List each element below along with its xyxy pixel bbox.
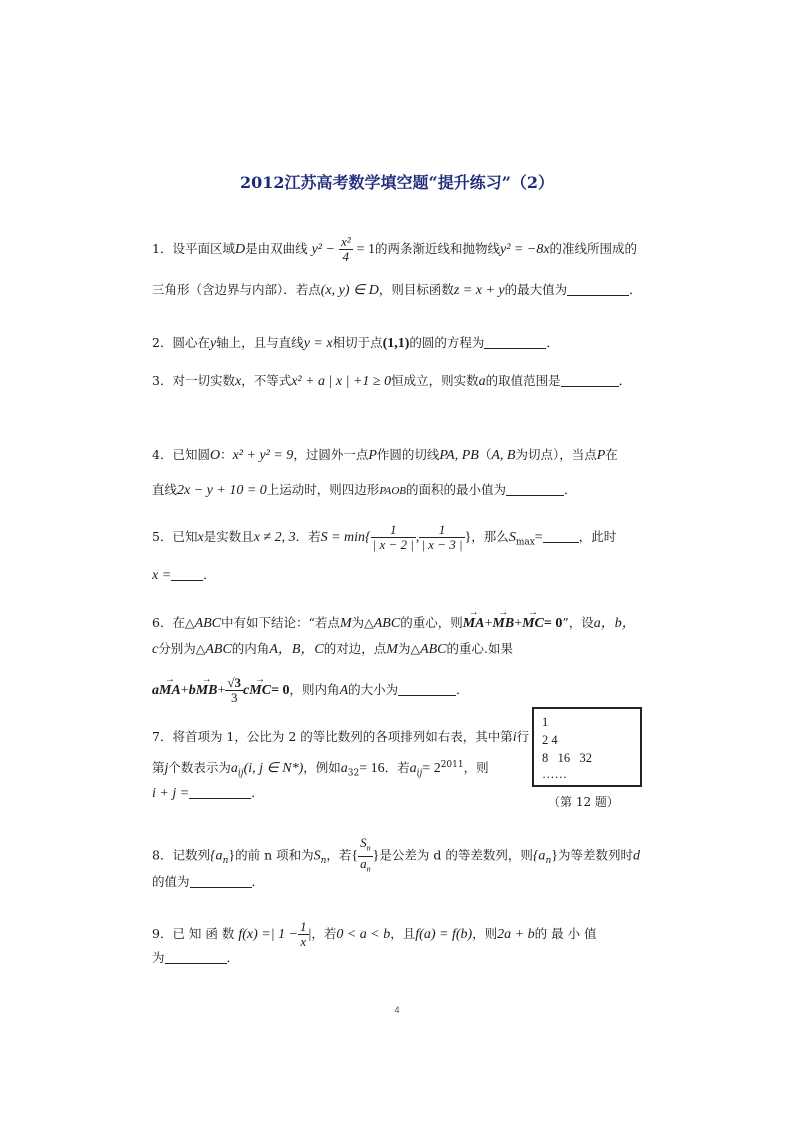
math: , — [415, 530, 420, 545]
math: P — [596, 448, 606, 463]
math: x ≠ 2, 3 — [253, 530, 296, 545]
question-6-line-2 — [152, 640, 652, 659]
math: A — [339, 683, 349, 698]
page-title: 2012江苏高考数学填空题“提升练习”（2） — [239, 173, 555, 192]
table-row: 2 4 — [542, 733, 558, 747]
text: 的面积的最小值为 — [406, 482, 507, 497]
table-row: 8 16 32 — [542, 751, 592, 765]
table-row: …… — [542, 767, 567, 781]
math: c — [152, 642, 159, 657]
math: a，b， — [593, 616, 636, 631]
text: 9．已 知 函 数 — [152, 926, 235, 941]
answer-blank[interactable] — [543, 530, 579, 543]
text: 三角形（含边界与内部）．若点 — [152, 282, 321, 297]
text: 的重心.如果 — [446, 641, 514, 656]
vector: → MC — [522, 615, 544, 633]
vector: → MA — [159, 682, 181, 700]
numerator: √3 — [227, 675, 242, 690]
fraction — [298, 920, 309, 949]
subscript: n — [320, 856, 327, 867]
math: = 1 — [356, 242, 375, 257]
math: d — [632, 848, 640, 864]
text: ，过圆外一点 — [293, 447, 369, 462]
denominator: | x − 3 | — [421, 537, 463, 552]
table-caption: （第 12 题） — [548, 795, 619, 809]
question-4-line-1 — [152, 446, 652, 465]
text: 为△ — [397, 641, 421, 656]
text: 6．在△ — [152, 615, 195, 630]
math: {a — [532, 848, 546, 864]
math: x — [234, 374, 242, 389]
math: (i, j ∈ N*) — [243, 761, 304, 777]
math: } — [551, 848, 558, 864]
math: x = — [152, 568, 172, 583]
math: y — [209, 336, 217, 351]
text: ，不等式 — [241, 373, 292, 388]
math: 2a + b — [497, 927, 535, 942]
text: 上运动时，则四边形 — [266, 482, 380, 497]
text: 的前 n 项和为 — [235, 847, 314, 863]
math: A, B — [491, 448, 516, 463]
subscript: ij — [237, 768, 244, 779]
text: ，则内角 — [289, 682, 340, 697]
text: 是实数且 — [203, 529, 254, 544]
math: x — [197, 530, 204, 545]
math: ABC — [420, 642, 447, 657]
text: 8．记数列 — [152, 847, 210, 863]
question-1-line-1 — [152, 235, 652, 264]
math: ABC — [373, 616, 401, 631]
text: ． — [564, 482, 577, 497]
subscript: n — [366, 843, 371, 853]
text: 2．圆心在 — [152, 335, 210, 350]
math: a — [478, 374, 486, 389]
numerator: 1 — [419, 523, 464, 538]
math: } — [228, 848, 236, 864]
subscript: 32 — [347, 768, 360, 779]
answer-blank[interactable] — [171, 568, 203, 581]
math: + — [180, 683, 189, 698]
question-8-line-2 — [152, 873, 652, 891]
text: 的值为 — [152, 874, 190, 889]
text: ． — [226, 950, 240, 965]
math: a — [340, 761, 348, 777]
fraction — [419, 523, 464, 552]
table-row: 1 — [542, 715, 549, 729]
text: 相切于点 — [332, 335, 383, 350]
text: 7．将首项为 1，公比为 2 的等比数列的各项排列如右表，其中第 — [152, 729, 513, 744]
superscript: 2011 — [440, 760, 464, 770]
math: i + j = — [152, 786, 190, 801]
text: 为等差数列时 — [557, 847, 633, 863]
text: 为切点），当点 — [515, 447, 597, 462]
math: M — [386, 642, 398, 657]
math: (1,1) — [382, 336, 410, 351]
text: ． — [618, 373, 632, 388]
text: ，那么 — [471, 529, 509, 544]
question-5-line-1 — [152, 523, 652, 552]
text: ，且 — [390, 926, 416, 941]
math: A，B，C — [269, 642, 324, 657]
text: 是由双曲线 — [245, 241, 308, 256]
text: ． — [456, 682, 469, 697]
question-5-line-2 — [152, 566, 652, 585]
answer-blank[interactable] — [506, 483, 564, 496]
text: 第 — [152, 760, 165, 776]
subscript: n — [366, 864, 371, 874]
math: ABC — [205, 642, 232, 657]
answer-blank[interactable] — [567, 283, 629, 296]
text: 3．对一切实数 — [152, 373, 235, 388]
subscript: n — [545, 856, 552, 867]
text: ，例如 — [303, 760, 341, 776]
numerator: x² — [340, 234, 351, 249]
text: 中有如下结论：“若点 — [221, 615, 340, 630]
vector: → MA — [463, 615, 485, 633]
vector: → MB — [196, 682, 218, 700]
numerator: 1 — [300, 919, 307, 934]
numerator — [358, 836, 373, 857]
text: （ — [478, 447, 492, 462]
math: c — [243, 683, 250, 698]
text: ，则 — [463, 760, 489, 776]
text: 分别为△ — [158, 641, 206, 656]
text: 的重心，则 — [400, 615, 463, 630]
math: = 0 — [271, 683, 290, 698]
math: (x, y) ∈ D — [320, 283, 379, 298]
text: 的对边，点 — [323, 641, 387, 656]
text: 4．已知圆 — [152, 447, 210, 462]
answer-blank[interactable] — [189, 786, 251, 799]
math: M — [339, 616, 352, 631]
text: 为 — [152, 950, 165, 965]
math: a — [230, 761, 238, 777]
text: ． — [251, 874, 265, 889]
text: 的 最 小 值 — [534, 926, 597, 941]
text: ”，设 — [562, 615, 594, 630]
math: ABC — [194, 616, 222, 631]
number-table-box — [532, 707, 642, 787]
math: + — [514, 616, 523, 631]
subscript: n — [222, 856, 229, 867]
text: ，若 — [326, 847, 352, 863]
text: ． — [546, 335, 559, 350]
math: = 16 — [359, 761, 385, 777]
text: 直线 — [152, 482, 178, 497]
math: = 0 — [543, 616, 563, 631]
question-7-line-2 — [152, 756, 522, 783]
math: S = min{ — [320, 530, 371, 545]
text: ．若 — [384, 760, 410, 776]
math: y = x — [303, 336, 333, 351]
math: = 2 — [422, 761, 441, 777]
text: ． — [203, 567, 216, 582]
text: 在 — [605, 447, 618, 462]
math: D — [234, 242, 246, 257]
math: } — [464, 530, 472, 545]
math: f(x) =| 1 − — [238, 927, 299, 942]
text: 的准线所围成的 — [549, 241, 638, 256]
answer-blank[interactable] — [165, 951, 227, 964]
question-4-line-2 — [152, 481, 652, 500]
text: ，则目标函数 — [378, 282, 454, 297]
answer-blank[interactable] — [190, 875, 252, 888]
text: 的两条渐近线和抛物线 — [375, 241, 501, 256]
math: + — [217, 683, 226, 698]
math: a — [360, 855, 367, 871]
text: 1．设平面区域 — [152, 241, 235, 256]
question-7-line-1 — [152, 728, 530, 747]
math: j — [164, 761, 169, 777]
fraction — [225, 676, 243, 705]
math: PA, PB — [439, 448, 479, 463]
text: ： — [220, 447, 233, 462]
fraction — [339, 235, 353, 264]
text: ． — [629, 282, 642, 297]
denominator: x — [300, 934, 307, 949]
text: 为△ — [351, 615, 374, 630]
fraction — [358, 836, 373, 876]
vector: → MC — [249, 682, 271, 700]
question-9-line-2 — [152, 949, 652, 967]
denominator: 4 — [342, 249, 350, 264]
question-2 — [152, 334, 652, 353]
question-1-line-2 — [152, 281, 652, 300]
vector: → MB — [492, 615, 514, 633]
text: 的大小为 — [348, 682, 399, 697]
subscript: ij — [416, 768, 423, 779]
math: y² = −8x — [500, 242, 550, 257]
math: S — [360, 835, 367, 850]
text: ，则 — [472, 926, 498, 941]
math: S — [508, 530, 516, 545]
math: x² + y² = 9 — [232, 448, 294, 463]
text: 是公差为 d 的等差数列，则 — [379, 847, 533, 863]
text: 的圆的方程为 — [409, 335, 485, 350]
math: 2x − y + 10 = 0 — [177, 483, 267, 498]
text: ，若 — [311, 926, 337, 941]
text: 轴上，且与直线 — [216, 335, 304, 350]
question-6-line-1 — [152, 614, 652, 633]
math: x² + a | x | +1 ≥ 0 — [291, 374, 392, 389]
denominator: | x − 2 | — [372, 537, 414, 552]
math: P — [368, 448, 377, 463]
math: b — [188, 683, 196, 698]
math: O — [209, 448, 221, 463]
answer-blank[interactable] — [484, 336, 546, 349]
text: 的内角 — [231, 641, 270, 656]
math: S — [313, 848, 321, 864]
text: 作圆的切线 — [376, 447, 440, 462]
math: = — [534, 530, 543, 545]
math: a — [152, 683, 159, 698]
text: 行 — [516, 729, 530, 744]
math: + — [484, 616, 493, 631]
math: y² − — [311, 242, 335, 257]
text: ，此时 — [578, 529, 617, 544]
fraction — [371, 523, 416, 552]
text: ．若 — [295, 529, 321, 544]
math: z = x + y — [453, 283, 505, 298]
math: i — [512, 730, 517, 745]
question-9-line-1 — [152, 920, 652, 949]
question-3 — [152, 372, 652, 391]
question-8-line-1: 8．记数列$\{a_n\}$的前 n 项和为$S_n$，若{ $\frac{S_n}{a_n}$ }是公差为 d 的等差数列，则$\{a_n\}$为等差数列时d — [152, 836, 652, 876]
math: f(a) = f(b) — [415, 927, 473, 942]
math: a — [409, 761, 417, 777]
text: ． — [251, 785, 264, 800]
question-7-line-3 — [152, 784, 522, 803]
math: 0 < a < b — [336, 927, 391, 942]
answer-blank[interactable] — [561, 374, 619, 387]
answer-blank[interactable] — [398, 683, 456, 696]
page-number: 4 — [394, 1005, 400, 1015]
text: 恒成立，则实数 — [391, 373, 479, 388]
text: 的最大值为 — [504, 282, 568, 297]
math: PAOB — [379, 485, 406, 497]
text: 个数表示为 — [168, 760, 231, 776]
text: 5．已知 — [152, 529, 198, 544]
numerator: 1 — [371, 523, 416, 538]
subscript: max — [515, 537, 535, 548]
math: {a — [209, 848, 223, 864]
question-6-line-3 — [152, 676, 652, 705]
math: | — [308, 927, 312, 942]
text: 的取值范围是 — [485, 373, 561, 388]
denominator: 3 — [230, 690, 238, 705]
